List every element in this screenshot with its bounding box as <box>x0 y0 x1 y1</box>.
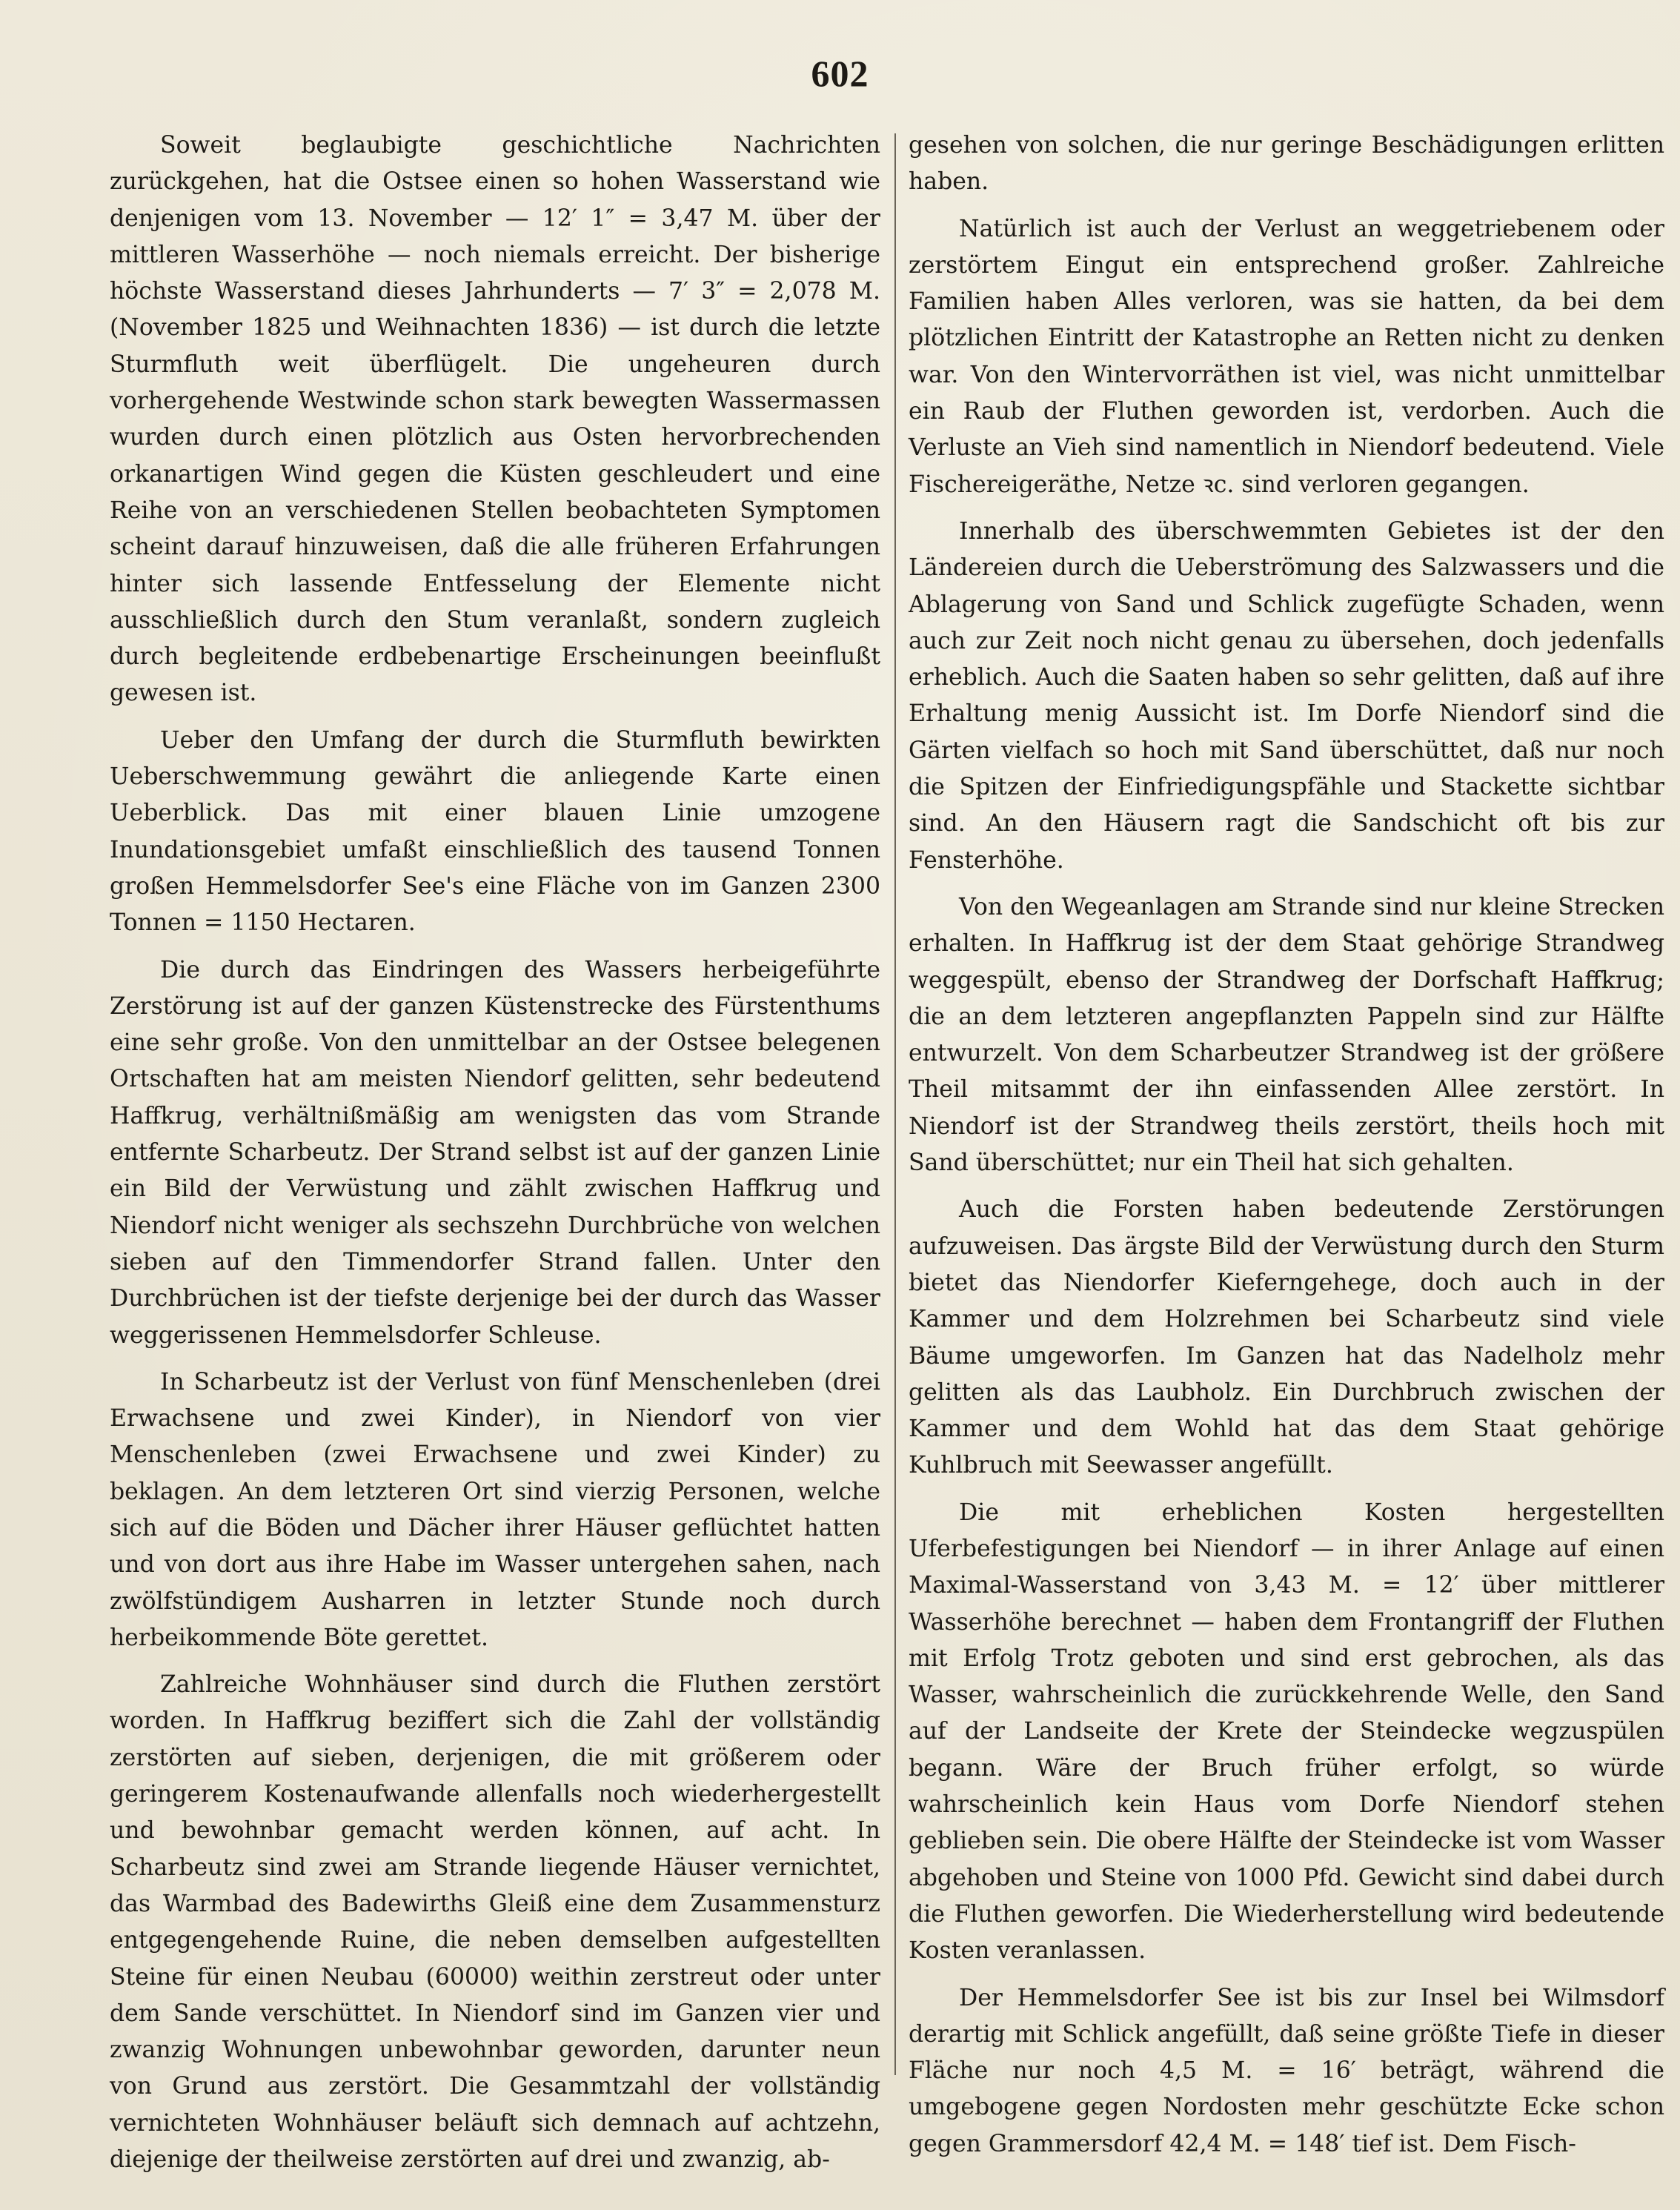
paragraph-destroyed-houses: Zahlreiche Wohnhäuser sind durch die Fluthen zerstört worden. In Haffkrug beziffert sich die Zahl der vollständig zerstörten auf sieben, derjenigen, die mit größerem oder geringerem Kostenaufwande allenfalls noch wiederhergestellt und bewohnbar gemacht werden können, auf acht. In Scharbeutz sind zwei am Strande liegende Häuser vernichtet, das Warmbad des Badewirths Gleiß eine dem Zusammensturz entgegengehende Ruine, die neben demselben aufgestellten Steine für einen Neubau (60000) weithin zerstreut oder unter dem Sande verschüttet. In Niendorf sind im Ganzen vier und zwanzig Wohnungen unbewohnbar geworden, darunter neun von Grund aus zerstört. Die Gesammtzahl der vollständig vernichteten Wohnhäuser beläuft sich demnach auf achtzehn, diejenige der theilweise zerstörten auf drei und zwanzig, ab- <box>110 1671 880 2174</box>
paragraph-storm-flood-level: Soweit beglaubigte geschichtliche Nachrichten zurückgehen, hat die Ostsee einen so hohen Wasserstand wie denjenigen vom 13. November — 12′ 1″ = 3,47 M. über der mittleren Wasserhöhe — noch niemals erreicht. Der bisherige höchste Wasserstand dieses Jahrhunderts — 7′ 3″ = 2,078 M. (November 1825 und Weihnachten 1836) — ist durch die letzte Sturmfluth weit überflügelt. Die ungeheuren durch vorhergehende Westwinde schon stark bewegten Wassermassen wurden durch einen plötzlich aus Osten hervorbrechenden orkanartigen Wind gegen die Küsten geschleudert und eine Reihe von an verschiedenen Stellen beobachteten Symptomen scheint darauf hinzuweisen, daß die alle früheren Erfahrungen hinter sich lassende Entfesselung der Elemente nicht ausschließlich durch den Stum veranlaßt, sondern zugleich durch begleitende erdbebenartige Erscheinungen beeinflußt gewesen ist. <box>110 132 880 707</box>
paragraph-inundation-area: Ueber den Umfang der durch die Sturmfluth bewirkten Ueberschwemmung gewährt die anliegende Karte einen Ueberblick. Das mit einer blauen Linie umzogene Inundationsgebiet umfaßt einschließlich des tausend Tonnen großen Hemmelsdorfer See's eine Fläche von im Ganzen 2300 Tonnen = 1150 Hectaren. <box>110 726 880 937</box>
right-column <box>909 127 1664 2163</box>
left-column <box>110 127 880 2178</box>
paragraph-farmland-damage: Innerhalb des überschwemmten Gebietes ist der den Ländereien durch die Ueberströmung des Salzwassers und die Ablagerung von Sand und Schlick zugefügte Schaden, wenn auch zur Zeit noch nicht genau zu übersehen, doch jedenfalls erheblich. Auch die Saaten haben so sehr gelitten, daß auf ihre Erhaltung menig Aussicht ist. Im Dorfe Niendorf sind die Gärten vielfach so hoch mit Sand überschüttet, daß nur noch die Spitzen der Einfriedigungspfähle und Stackette sichtbar sind. An den Häusern ragt die Sandschicht oft bis zur Fensterhöhe. <box>909 517 1664 874</box>
paragraph-continuation: gesehen von solchen, die nur geringe Beschädigungen erlitten haben. <box>909 132 1664 196</box>
paragraph-shore-fortifications: Die mit erheblichen Kosten hergestellten Uferbefestigungen bei Niendorf — in ihrer Anlage auf einen Maximal-Wasserstand von 3,43 M. = 12′ über mittlerer Wasserhöhe berechnet — haben dem Frontangriff der Fluthen mit Erfolg Trotz geboten und sind erst gebrochen, als das Wasser, wahrscheinlich die zurückkehrende Welle, den Sand auf der Landseite der Krete der Steindecke wegzuspülen begann. Wäre der Bruch früher erfolgt, so würde wahrscheinlich kein Haus vom Dorfe Niendorf stehen geblieben sein. Die obere Hälfte der Steindecke ist vom Wasser abgehoben und Steine von 1000 Pfd. Gewicht sind dabei durch die Fluthen geworfen. Die Wiederherstellung wird bedeutende Kosten veranlassen. <box>909 1499 1664 1965</box>
paragraph-roads-damage: Von den Wegeanlagen am Strande sind nur kleine Strecken erhalten. In Haffkrug ist der dem Staat gehörige Strandweg weggespült, ebenso der Strandweg der Dorfschaft Haffkrug; die an dem letzteren angepflanzten Pappeln sind zur Hälfte entwurzelt. Von dem Scharbeutzer Strandweg ist der größere Theil mitsammt der ihn einfassenden Allee zerstört. In Niendorf ist der Strandweg theils zerstört, theils hoch mit Sand überschüttet; nur ein Theil hat sich gehalten. <box>909 893 1664 1177</box>
paragraph-forest-damage: Auch die Forsten haben bedeutende Zerstörungen aufzuweisen. Das ärgste Bild der Verwüstung durch den Sturm bietet das Niendorfer Kieferngehege, doch auch in der Kammer und dem Holzrehmen bei Scharbeutz sind viele Bäume umgeworfen. Im Ganzen hat das Nadelholz mehr gelitten als das Laubholz. Ein Durchbruch zwischen der Kammer und dem Wohld hat das dem Staat gehörige Kuhlbruch mit Seewasser angefüllt. <box>909 1196 1664 1479</box>
paragraph-loss-of-life: In Scharbeutz ist der Verlust von fünf Menschenleben (drei Erwachsene und zwei Kinder), in Niendorf von vier Menschenleben (zwei Erwachsene und zwei Kinder) zu beklagen. An dem letzteren Ort sind vierzig Personen, welche sich auf die Böden und Dächer ihrer Häuser geflüchtet hatten und von dort aus ihre Habe im Wasser untergehen sahen, nach zwölfstündigem Ausharren in letzter Stunde noch durch herbeikommende Böte gerettet. <box>110 1368 880 1651</box>
page-number: 602 <box>811 53 869 94</box>
paragraph-hemmelsdorfer-see: Der Hemmelsdorfer See ist bis zur Insel bei Wilmsdorf derartig mit Schlick angefüllt, daß seine größte Tiefe in dieser Fläche nur noch 4,5 M. = 16′ beträgt, während die umgebogene gegen Nordosten mehr geschützte Ecke schon gegen Grammersdorf 42,4 M. = 148′ tief ist. Dem Fisch- <box>909 1984 1664 2157</box>
paragraph-coastal-destruction: Die durch das Eindringen des Wassers herbeigeführte Zerstörung ist auf der ganzen Küstenstrecke des Fürstenthums eine sehr große. Von den unmittelbar an der Ostsee belegenen Ortschaften hat am meisten Niendorf gelitten, sehr bedeutend Haffkrug, verhältnißmäßig am wenigsten das vom Strande entfernte Scharbeutz. Der Strand selbst ist auf der ganzen Linie ein Bild der Verwüstung und zählt zwischen Haffkrug und Niendorf nicht weniger als sechszehn Durchbrüche von welchen sieben auf den Timmendorfer Strand fallen. Unter den Durchbrüchen ist der tiefste derjenige bei der durch das Wasser weggerissenen Hemmelsdorfer Schleuse. <box>110 956 880 1349</box>
paragraph-household-losses: Natürlich ist auch der Verlust an weggetriebenem oder zerstörtem Eingut ein entsprechend großer. Zahlreiche Familien haben Alles verloren, was sie hatten, da bei dem plötzlichen Eintritt der Katastrophe an Retten nicht zu denken war. Von den Wintervorräthen ist viel, was nicht unmittelbar ein Raub der Fluthen geworden ist, verdorben. Auch die Verluste an Vieh sind namentlich in Niendorf bedeutend. Viele Fischereigeräthe, Netze ꝛc. sind verloren gegangen. <box>909 215 1664 498</box>
column-divider <box>894 133 896 2075</box>
